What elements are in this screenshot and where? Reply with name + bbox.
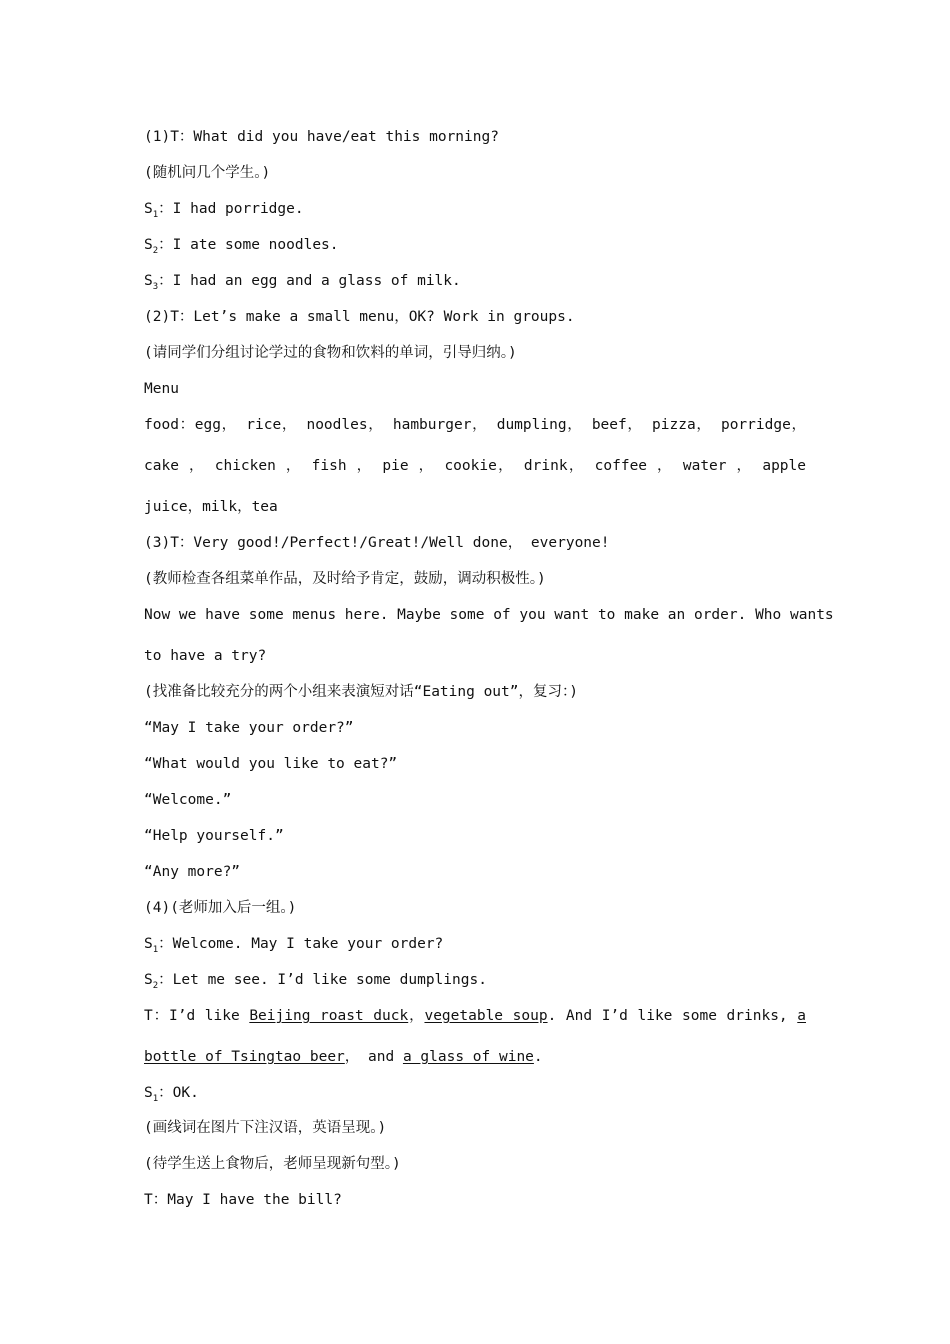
speaker-label: S [144, 201, 153, 217]
quoted-phrase: “What would you like to eat?” [144, 756, 398, 772]
quoted-phrase: “Any more?” [144, 864, 241, 880]
speaker-subscript: 1 [152, 1093, 159, 1104]
dialogue-line [144, 1083, 199, 1103]
underlined-term: bottle of Tsingtao beer [144, 1049, 345, 1065]
instruction-note: (找准备比较充分的两个小组来表演短对话“Eating out”，复习：) [144, 684, 578, 700]
speaker-subscript: 1 [152, 209, 159, 220]
instruction-note: (教师检查各组菜单作品，及时给予肯定，鼓励，调动积极性。) [144, 571, 546, 587]
teacher-praise-line: (3)T：Very good!/Perfect!/Great!/Well done， everyone! [144, 535, 610, 551]
speaker-label: S [144, 1085, 153, 1101]
dialogue-text: ， and [344, 1049, 403, 1065]
student-answer-line [144, 199, 304, 219]
dialogue-text: T：I’d like [144, 1008, 250, 1024]
speaker-subscript: 3 [152, 281, 159, 292]
underlined-term: Beijing roast duck [249, 1008, 409, 1024]
paragraph-line: to have a try? [144, 648, 267, 664]
instruction-note: (画线词在图片下注汉语，英语呈现。) [144, 1120, 387, 1136]
dialogue-text: ：OK. [158, 1085, 199, 1101]
dialogue-line [144, 1047, 543, 1067]
quoted-phrase: “Help yourself.” [144, 828, 284, 844]
speaker-label: S [144, 237, 153, 253]
food-list-line: food：egg， rice， noodles， hamburger， dumpling， beef， pizza， porridge， [144, 417, 806, 433]
speaker-subscript: 2 [152, 245, 159, 256]
underlined-term: vegetable soup [424, 1008, 548, 1024]
instruction-note: (随机问几个学生。) [144, 165, 271, 181]
food-list-line: juice，milk，tea [144, 499, 278, 515]
answer-text: ：I had porridge. [158, 201, 304, 217]
dialogue-text: ：Let me see. I’d like some dumplings. [158, 972, 487, 988]
speaker-label: S [144, 273, 153, 289]
dialogue-text: ， [408, 1008, 425, 1024]
menu-heading: Menu [144, 381, 179, 397]
instruction-note: (待学生送上食物后，老师呈现新句型。) [144, 1156, 401, 1172]
underlined-term: a glass of wine [402, 1049, 534, 1065]
underlined-term: a [797, 1008, 806, 1024]
paragraph-line: Now we have some menus here. Maybe some of you want to make an order. Who wants [144, 607, 834, 623]
quoted-phrase: “Welcome.” [144, 792, 232, 808]
speaker-label: S [144, 936, 153, 952]
dialogue-line [144, 1006, 806, 1026]
dialogue-text: ：Welcome. May I take your order? [158, 936, 444, 952]
dialogue-line [144, 970, 487, 990]
dialogue-text: . [533, 1049, 543, 1065]
speaker-label: S [144, 972, 153, 988]
student-answer-line [144, 235, 339, 255]
dialogue-text: . And I’d like some drinks, [547, 1008, 798, 1024]
answer-text: ：I had an egg and a glass of milk. [158, 273, 461, 289]
quoted-phrase: “May I take your order?” [144, 720, 354, 736]
teacher-instruction-line: (2)T：Let’s make a small menu，OK? Work in groups. [144, 309, 575, 325]
dialogue-line [144, 934, 443, 954]
student-answer-line [144, 271, 461, 291]
teacher-question-line: T：May I have the bill? [144, 1192, 342, 1208]
instruction-note: (请同学们分组讨论学过的食物和饮料的单词，引导归纳。) [144, 345, 517, 361]
step-heading: (4)(老师加入后一组。) [144, 900, 297, 916]
speaker-subscript: 1 [152, 944, 159, 955]
speaker-subscript: 2 [152, 980, 159, 991]
answer-text: ：I ate some noodles. [158, 237, 339, 253]
teacher-question-line: (1)T：What did you have/eat this morning? [144, 129, 499, 145]
food-list-line: cake ， chicken ， fish ， pie ， cookie， drink， coffee ， water ， apple [144, 458, 806, 474]
